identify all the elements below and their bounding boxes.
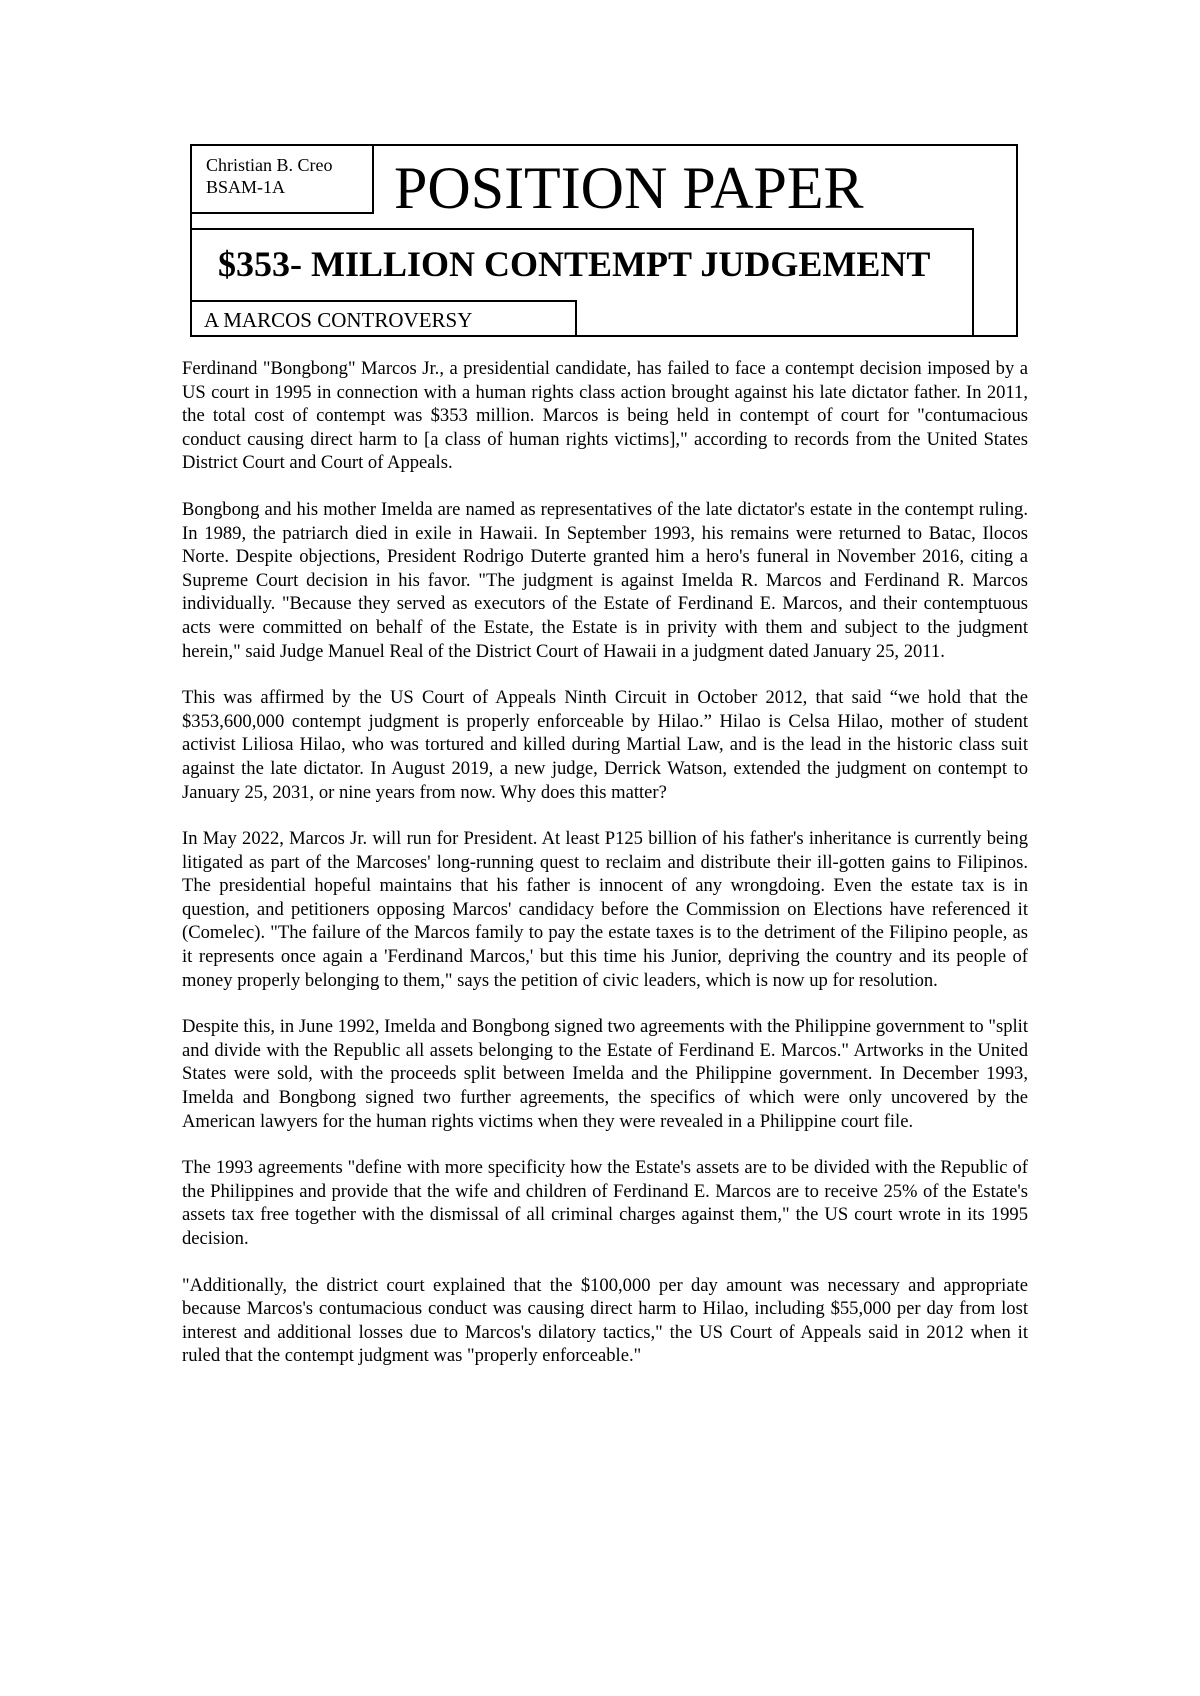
body-paragraph: This was affirmed by the US Court of Appeals Ninth Circuit in October 2012, that said “we hold that the $353,600,000 contempt judgment is properly enforceable by Hilao.” Hilao is Celsa Hilao, mother of student activist Liliosa Hilao, who was tortured and killed during Martial Law, and is the lead in the historic class suit against the late dictator. In August 2019, a new judge, Derrick Watson, extended the judgment on contempt to January 25, 2031, or nine years from now. Why does this matter? — [182, 687, 1028, 803]
header-box — [190, 144, 1018, 337]
body-text — [182, 357, 1028, 1391]
document-title: $353- MILLION CONTEMPT JUDGEMENT — [218, 244, 931, 284]
author-name: Christian B. Creo — [206, 155, 333, 175]
author-info-box — [192, 146, 374, 214]
kicker-label: A MARCOS CONTROVERSY — [192, 300, 577, 337]
body-paragraph: The 1993 agreements "define with more specificity how the Estate's assets are to be divided with the Republic of the Philippines and provide that the wife and children of Ferdinand E. Marcos are to receive 25% of the Estate's assets tax free together with the dismissal of all criminal charges against them," the US court wrote in its 1995 decision. — [182, 1157, 1028, 1249]
author-section: BSAM-1A — [206, 177, 286, 197]
body-paragraph: Despite this, in June 1992, Imelda and Bongbong signed two agreements with the Philippine government to "split and divide with the Republic all assets belonging to the Estate of Ferdinand E. Marcos." Artworks in the United States were sold, with the proceeds split between Imelda and the Philippine government. In December 1993, Imelda and Bongbong signed two further agreements, the specifics of which were only uncovered by the American lawyers for the human rights victims when they were revealed in a Philippine court file. — [182, 1016, 1028, 1132]
body-paragraph: "Additionally, the district court explained that the $100,000 per day amount was necessary and appropriate because Marcos's contumacious conduct was causing direct harm to Hilao, including $55,000 per day from lost interest and additional losses due to Marcos's dilatory tactics," the US Court of Appeals said in 2012 when it ruled that the contempt judgment was "properly enforceable." — [182, 1274, 1028, 1367]
title-box — [192, 228, 974, 335]
body-paragraph: In May 2022, Marcos Jr. will run for President. At least P125 billion of his father's inheritance is currently being litigated as part of the Marcoses' long-running quest to reclaim and distribute their ill-gotten gains to Filipinos. The presidential hopeful maintains that his father is innocent of any wrongdoing. Even the estate tax is in question, and petitioners opposing Marcos' candidacy before the Commission on Elections have referenced it (Comelec). "The failure of the Marcos family to pay the estate taxes is to the detriment of the Filipino people, as it represents once again a 'Ferdinand Marcos,' but this time his Junior, depriving the country and its people of money properly belonging to them," says the petition of civic leaders, which is now up for resolution. — [182, 828, 1028, 991]
body-paragraph: Ferdinand "Bongbong" Marcos Jr., a presidential candidate, has failed to face a contempt decision imposed by a US court in 1995 in connection with a human rights class action brought against his late dictator father. In 2011, the total cost of contempt was $353 million. Marcos is being held in contempt of court for "contumacious conduct causing direct harm to [a class of human rights victims]," according to records from the United States District Court and Court of Appeals. — [182, 358, 1028, 474]
body-paragraph: Bongbong and his mother Imelda are named as representatives of the late dictator's estate in the contempt ruling. In 1989, the patriarch died in exile in Hawaii. In September 1993, his remains were returned to Batac, Ilocos Norte. Despite objections, President Rodrigo Duterte granted him a hero's funeral in November 2016, citing a Supreme Court decision in his favor. "The judgment is against Imelda R. Marcos and Ferdinand R. Marcos individually. "Because they served as executors of the Estate of Ferdinand E. Marcos, and their contemptuous acts were committed on behalf of the Estate, the Estate is in privity with them and subject to the judgment herein," said Judge Manuel Real of the District Court of Hawaii in a judgment dated January 25, 2011. — [182, 498, 1028, 662]
document-type-heading: POSITION PAPER — [394, 155, 864, 221]
